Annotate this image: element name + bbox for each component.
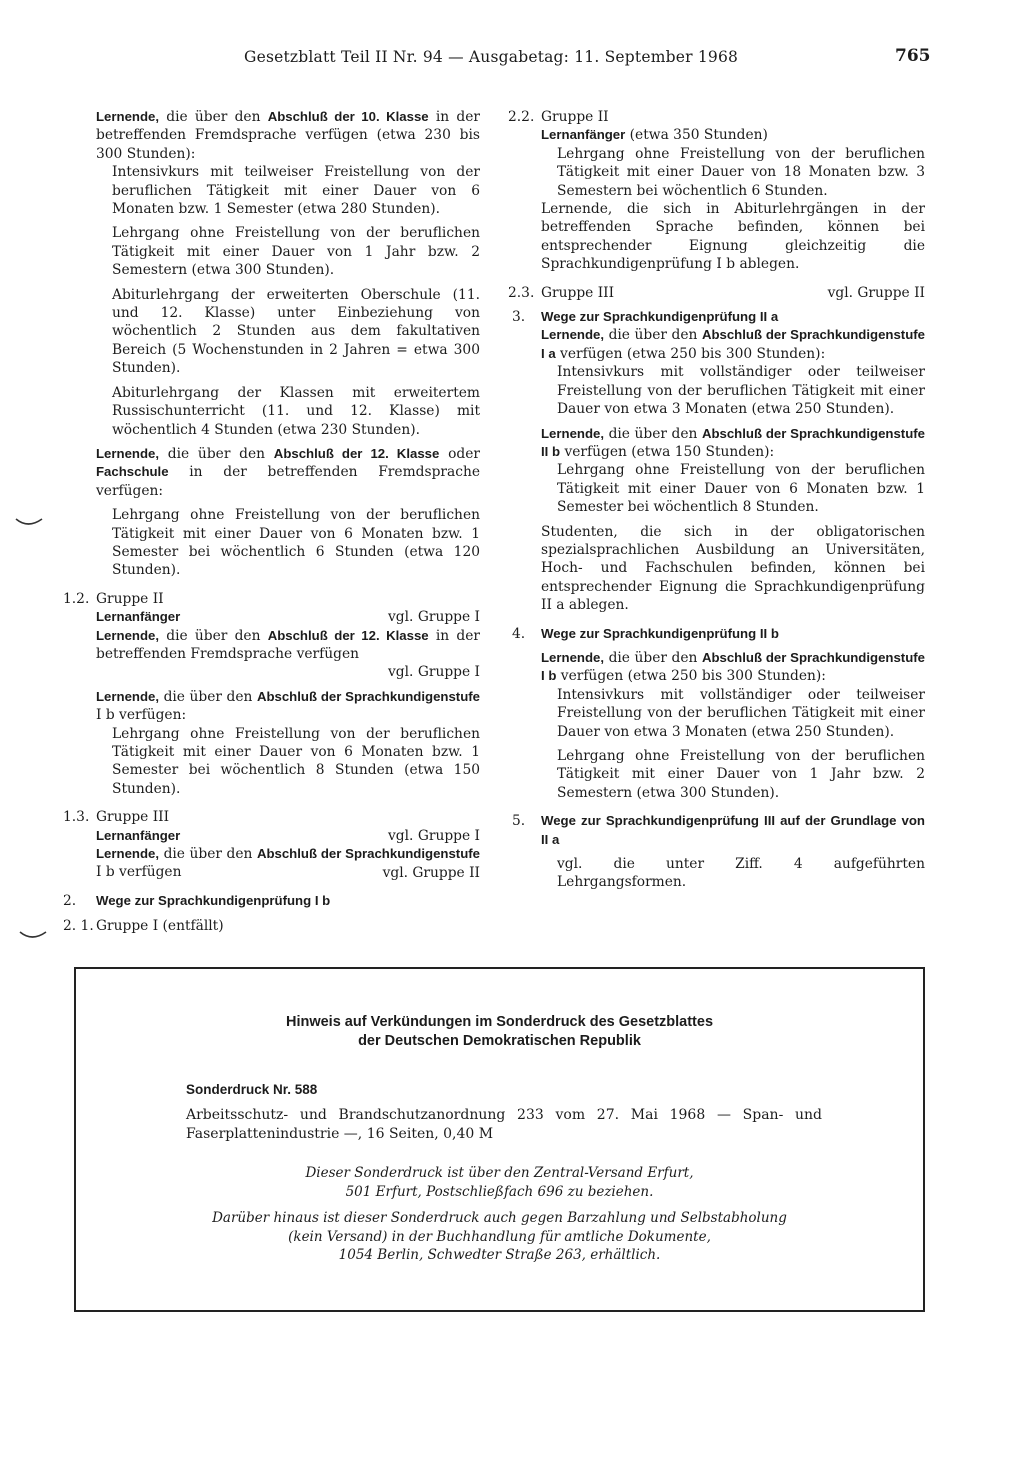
- bold-term: Lernanfänger: [96, 827, 181, 843]
- notice-order-info: [76, 1164, 923, 1201]
- paragraph: Lehrgang ohne Freistellung von der beruflichen Tätigkeit mit einer Dauer von 6 Monaten bzw. 1 Semester bei wöchentlich 8 Stunden.: [557, 462, 925, 516]
- paragraph: Abiturlehrgang der Klassen mit erweitertem Russischunterricht (11. und 12. Klasse) mit wöchentlich 4 Stunden (etwa 230 Stunden).: [112, 384, 480, 438]
- section-title: Wege zur Sprachkundigenprüfung III auf der Grundlage von II a: [541, 813, 925, 847]
- bold-term: Abschluß der Sprachkundigenstufe: [256, 846, 480, 862]
- reference: vgl. Gruppe II: [382, 864, 480, 881]
- paragraph: vgl. die unter Ziff. 4 aufgeführten Lehrgangsformen.: [557, 856, 925, 891]
- right-column: [508, 108, 925, 892]
- section-number: 5.: [512, 813, 526, 830]
- section-title: Gruppe I (entfällt): [96, 917, 224, 934]
- section-1-2: [63, 590, 480, 608]
- paragraph: Lehrgang ohne Freistellung von der beruflichen Tätigkeit mit einer Dauer von 1 Jahr bzw. 2 Semestern (etwa 300 Stunden).: [112, 225, 480, 279]
- bold-term: Abschluß der 10. Klasse: [267, 109, 429, 124]
- notice-box: [74, 967, 925, 1312]
- reference: vgl. Gruppe I: [388, 827, 480, 844]
- text: in der betreffenden Fremdsprache verfügen (etwa 230 bis 300 Stunden):: [96, 109, 480, 162]
- sonderdruck-number: Sonderdruck Nr. 588: [186, 1082, 318, 1097]
- paragraph: [96, 108, 480, 163]
- reference: vgl. Gruppe I: [388, 609, 480, 626]
- margin-mark-icon: [18, 928, 48, 944]
- section-number: 2.3.: [508, 284, 535, 301]
- notice-title-line: der Deutschen Demokratischen Republik: [358, 1033, 641, 1049]
- notice-text: Arbeitsschutz- und Brandschutzanordnung 233 vom 27. Mai 1968 — Span- und Faserplattenindustrie —, 16 Seiten, 0,40 M: [186, 1107, 822, 1142]
- left-column: [63, 108, 480, 935]
- bold-term: Abschluß der Sprachkundigenstufe I b: [541, 649, 925, 684]
- page-header: Gesetzblatt Teil II Nr. 94 — Ausgabetag: 11. September 1968: [244, 48, 739, 66]
- text: die über den: [159, 688, 257, 705]
- section-number: 2.: [63, 893, 77, 910]
- notice-line: Darüber hinaus ist dieser Sonderdruck auch gegen Barzahlung und Selbstabholung: [212, 1210, 787, 1226]
- reference: vgl. Gruppe II: [827, 284, 925, 301]
- bold-term: Abschluß der Sprachkundigenstufe II b: [541, 425, 925, 459]
- paragraph: Studenten, die sich in der obligatorischen spezialsprachlichen Ausbildung an Universitäten, Hoch- und Fachschulen befinden, können bei entsprechender Eignung die Sprachkundigenprüfung II a ablegen.: [541, 523, 925, 614]
- section-2-2: [508, 108, 925, 126]
- paragraph: [541, 425, 925, 462]
- paragraph: [96, 627, 480, 664]
- reference: vgl. Gruppe I: [388, 664, 480, 681]
- bold-term: Lernende,: [96, 627, 160, 643]
- paragraph: Lehrgang ohne Freistellung von der beruflichen Tätigkeit mit einer Dauer von 6 Monaten bzw. 1 Semester bei wöchentlich 6 Stunden (etwa 120 Stunden).: [112, 507, 480, 579]
- section-number: 2. 1.: [63, 917, 94, 934]
- text: (etwa 350 Stunden): [625, 127, 768, 144]
- notice-line: 501 Erfurt, Postschließfach 696 zu beziehen.: [345, 1183, 654, 1200]
- text: in der betreffenden Fremdsprache verfügen:: [96, 464, 480, 499]
- section-title: Wege zur Sprachkundigenprüfung II a: [541, 309, 779, 325]
- notice-title: [76, 1013, 923, 1051]
- section-number: 3.: [512, 309, 526, 326]
- text: I b verfügen:: [96, 707, 187, 724]
- section-title: Gruppe II: [96, 590, 164, 607]
- text: oder: [439, 445, 480, 462]
- bold-term: Lernende,: [96, 688, 160, 704]
- bold-term: Lernende,: [96, 846, 160, 862]
- text: die über den: [604, 649, 702, 666]
- bold-term: Abschluß der Sprachkundigenstufe I a: [541, 327, 925, 361]
- text: die über den: [159, 109, 268, 125]
- paragraph: [96, 688, 480, 725]
- bold-term: Lernende,: [541, 425, 605, 441]
- section-title: Wege zur Sprachkundigenprüfung II b: [541, 625, 779, 641]
- paragraph: Lehrgang ohne Freistellung von der beruflichen Tätigkeit mit einer Dauer von 1 Jahr bzw. 2 Semestern (etwa 300 Stunden).: [557, 748, 925, 801]
- bold-term: Lernende,: [96, 445, 160, 461]
- text: die über den: [604, 327, 702, 344]
- section-2: [63, 892, 480, 910]
- notice-line: 1054 Berlin, Schwedter Straße 263, erhältlich.: [338, 1247, 661, 1263]
- bold-term: Lernende,: [541, 649, 605, 665]
- section-number: 1.3.: [63, 809, 90, 826]
- text: die über den: [159, 846, 257, 863]
- paragraph: Intensivkurs mit teilweiser Freistellung von der beruflichen Tätigkeit mit einer Dauer von 6 Monaten bzw. 1 Semester (etwa 280 Stunden).: [112, 164, 480, 218]
- bold-term: Lernanfänger: [96, 609, 181, 625]
- section-number: 2.2.: [508, 109, 535, 125]
- notice-pickup-info: [76, 1209, 923, 1265]
- bold-term: Lernanfänger: [541, 127, 626, 143]
- notice-line: Dieser Sonderdruck ist über den Zentral-Versand Erfurt,: [305, 1165, 694, 1181]
- text: verfügen (etwa 250 bis 300 Stunden):: [555, 345, 826, 362]
- section-number: 4.: [512, 625, 526, 642]
- paragraph: Intensivkurs mit vollständiger oder teilweiser Freistellung von der beruflichen Tätigkeit mit einer Dauer von etwa 3 Monaten (etwa 250 Stunden).: [557, 686, 925, 740]
- text: die über den: [604, 425, 702, 442]
- text: in der betreffenden Fremdsprache verfügen: [96, 627, 480, 662]
- section-2-3: [508, 284, 925, 302]
- paragraph: Lehrgang ohne Freistellung von der beruflichen Tätigkeit mit einer Dauer von 6 Monaten bzw. 1 Semester bei wöchentlich 8 Stunden (etwa 150 Stunden).: [112, 725, 480, 797]
- section-title: Wege zur Sprachkundigenprüfung I b: [96, 893, 331, 909]
- text: die über den: [159, 627, 268, 644]
- text: verfügen (etwa 250 bis 300 Stunden):: [556, 668, 826, 685]
- paragraph: [96, 445, 480, 500]
- text: I b verfügen: [96, 864, 182, 881]
- page-number: 765: [895, 46, 931, 66]
- section-title: Gruppe III: [96, 809, 170, 826]
- section-number: 1.2.: [63, 590, 90, 607]
- paragraph: [541, 126, 925, 144]
- notice-title-line: Hinweis auf Verkündungen im Sonderdruck des Gesetzblattes: [285, 1014, 714, 1030]
- text: verfügen (etwa 150 Stunden):: [560, 443, 775, 460]
- text: die über den: [159, 445, 274, 462]
- notice-line: (kein Versand) in der Buchhandlung für amtliche Dokumente,: [288, 1228, 711, 1245]
- bold-term: Abschluß der Sprachkundigenstufe: [256, 688, 480, 704]
- section-2-1: [63, 917, 480, 935]
- section-5: [512, 812, 925, 849]
- row: [96, 608, 480, 626]
- bold-term: Fachschule: [96, 464, 169, 480]
- paragraph: [541, 326, 925, 363]
- bold-term: Lernende,: [96, 109, 160, 124]
- paragraph: [541, 649, 925, 686]
- section-3: [512, 308, 925, 326]
- section-title: Gruppe III: [541, 284, 615, 301]
- bold-term: Abschluß der 12. Klasse: [267, 627, 429, 643]
- bold-term: Lernende,: [541, 327, 605, 343]
- paragraph: Intensivkurs mit vollständiger oder teilweiser Freistellung von der beruflichen Tätigkeit mit einer Dauer von etwa 3 Monaten (etwa 250 Stunden).: [557, 364, 925, 418]
- paragraph: Lehrgang ohne Freistellung von der beruflichen Tätigkeit mit einer Dauer von 18 Monaten bzw. 3 Semestern bei wöchentlich 6 Stunden.: [557, 145, 925, 199]
- section-title: Gruppe II: [541, 109, 609, 125]
- bold-term: Abschluß der 12. Klasse: [273, 445, 440, 461]
- paragraph: Abiturlehrgang der erweiterten Oberschule (11. und 12. Klasse) unter Einbeziehung von wöchentlich 2 Stunden aus dem fakultativen Bereich (5 Wochenstunden in 2 Jahren = etwa 300 Stunden).: [112, 286, 480, 377]
- section-1-3: [63, 808, 480, 826]
- row: [96, 827, 480, 845]
- margin-mark-icon: [14, 515, 44, 531]
- paragraph: Lernende, die sich in Abiturlehrgängen in der betreffenden Sprache befinden, können bei entsprechender Eignung gleichzeitig die Sprachkundigenprüfung I b ablegen.: [541, 201, 925, 273]
- section-4: [512, 625, 925, 643]
